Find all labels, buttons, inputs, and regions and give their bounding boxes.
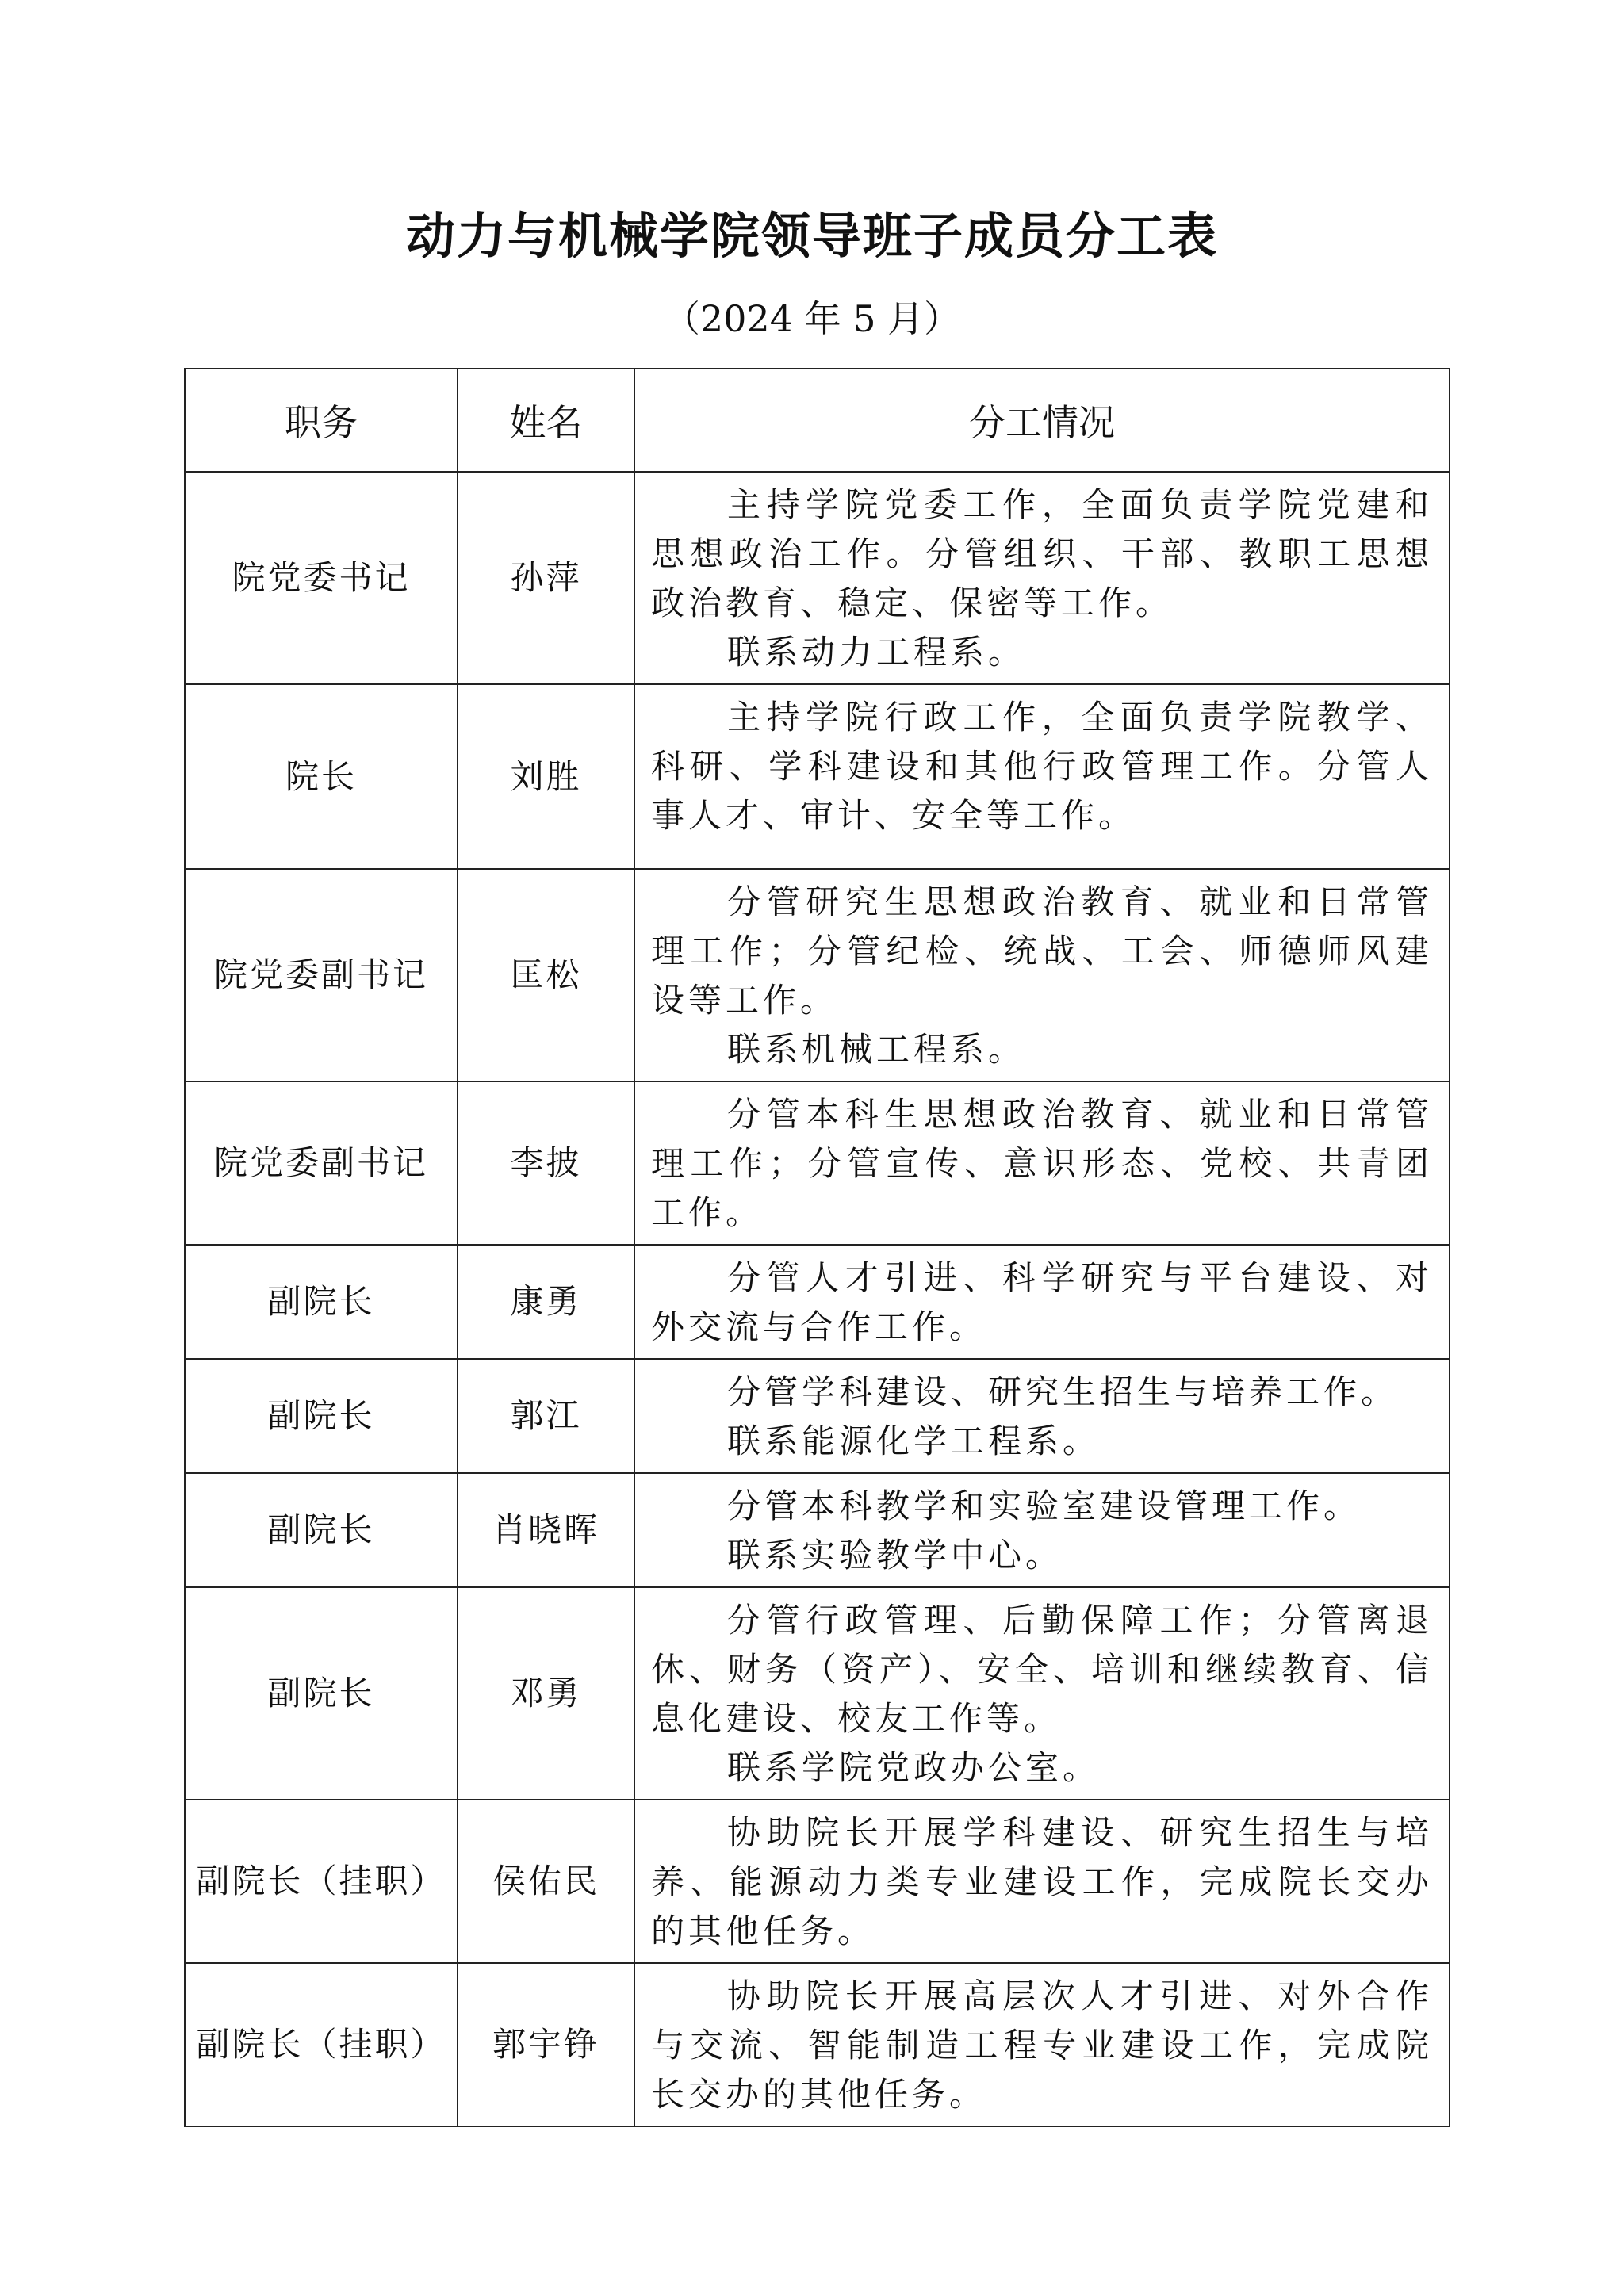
duty-paragraph: 分管学科建设、研究生招生与培养工作。: [727, 1372, 1399, 1411]
duty-paragraph: 协助院长开展学科建设、研究生招生与培养、能源动力类专业建设工作，完成院长交办的其他任务。: [651, 1813, 1433, 1950]
duties-cell: [634, 684, 1450, 869]
duty-paragraph: 分管人才引进、科学研究与平台建设、对外交流与合作工作。: [651, 1258, 1433, 1346]
position-cell: 副院长: [185, 1245, 458, 1359]
table-row: [185, 1587, 1450, 1800]
position-cell: 副院长: [185, 1473, 458, 1587]
duties-cell: [634, 1473, 1450, 1587]
duties-cell: [634, 1081, 1450, 1245]
header-position: 职务: [185, 369, 458, 472]
duty-paragraph: 分管行政管理、后勤保障工作；分管离退休、财务（资产）、安全、培训和继续教育、信息化建设、校友工作等。: [651, 1601, 1433, 1738]
position-cell: 副院长: [185, 1587, 458, 1800]
assignment-table: [184, 368, 1450, 2127]
duties-cell: [634, 869, 1450, 1081]
table-row: [185, 684, 1450, 869]
duty-paragraph: 联系动力工程系。: [727, 633, 1026, 672]
header-name: 姓名: [458, 369, 634, 472]
position-cell: 副院长（挂职）: [185, 1800, 458, 1963]
duties-cell: [634, 1587, 1450, 1800]
duties-cell: [634, 1359, 1450, 1473]
table-header-row: [185, 369, 1450, 472]
name-cell: 匡松: [458, 869, 634, 1081]
position-cell: 院党委副书记: [185, 869, 458, 1081]
duties-cell: [634, 472, 1450, 684]
name-cell: 郭宇铮: [458, 1963, 634, 2126]
duties-cell: [634, 1245, 1450, 1359]
position-cell: 院党委副书记: [185, 1081, 458, 1245]
table-row: [185, 1081, 1450, 1245]
header-duties: 分工情况: [634, 369, 1450, 472]
duty-paragraph: 分管研究生思想政治教育、就业和日常管理工作；分管纪检、统战、工会、师德师风建设等工作。: [651, 882, 1433, 1020]
duty-paragraph: 联系学院党政办公室。: [727, 1748, 1101, 1787]
position-cell: 院长: [185, 684, 458, 869]
duty-paragraph: 联系机械工程系。: [727, 1030, 1026, 1069]
duty-paragraph: 协助院长开展高层次人才引进、对外合作与交流、智能制造工程专业建设工作，完成院长交办的其他任务。: [651, 1976, 1433, 2114]
table-row: [185, 1245, 1450, 1359]
name-cell: 康勇: [458, 1245, 634, 1359]
page-title: 动力与机械学院领导班子成员分工表: [405, 207, 1218, 265]
name-cell: 邓勇: [458, 1587, 634, 1800]
table-row: [185, 1359, 1450, 1473]
duties-cell: [634, 1800, 1450, 1963]
duty-paragraph: 联系实验教学中心。: [727, 1536, 1063, 1575]
name-cell: 肖晓晖: [458, 1473, 634, 1587]
duties-cell: [634, 1963, 1450, 2126]
table-row: [185, 869, 1450, 1081]
name-cell: 侯佑民: [458, 1800, 634, 1963]
page-subtitle-date: （2024 年 5 月）: [663, 297, 961, 340]
name-cell: 刘胜: [458, 684, 634, 869]
name-cell: 孙萍: [458, 472, 634, 684]
table-row: [185, 472, 1450, 684]
name-cell: 郭江: [458, 1359, 634, 1473]
table-row: [185, 1800, 1450, 1963]
position-cell: 副院长（挂职）: [185, 1963, 458, 2126]
name-cell: 李披: [458, 1081, 634, 1245]
duty-paragraph: 主持学院党委工作，全面负责学院党建和思想政治工作。分管组织、干部、教职工思想政治教育、稳定、保密等工作。: [651, 485, 1433, 622]
duty-paragraph: 分管本科教学和实验室建设管理工作。: [727, 1487, 1362, 1525]
table-row: [185, 1963, 1450, 2126]
position-cell: 副院长: [185, 1359, 458, 1473]
duty-paragraph: 分管本科生思想政治教育、就业和日常管理工作；分管宣传、意识形态、党校、共青团工作。: [651, 1095, 1433, 1232]
duty-paragraph: 主持学院行政工作，全面负责学院教学、科研、学科建设和其他行政管理工作。分管人事人才、审计、安全等工作。: [651, 698, 1433, 835]
table-row: [185, 1473, 1450, 1587]
duty-paragraph: 联系能源化学工程系。: [727, 1422, 1101, 1460]
position-cell: 院党委书记: [185, 472, 458, 684]
